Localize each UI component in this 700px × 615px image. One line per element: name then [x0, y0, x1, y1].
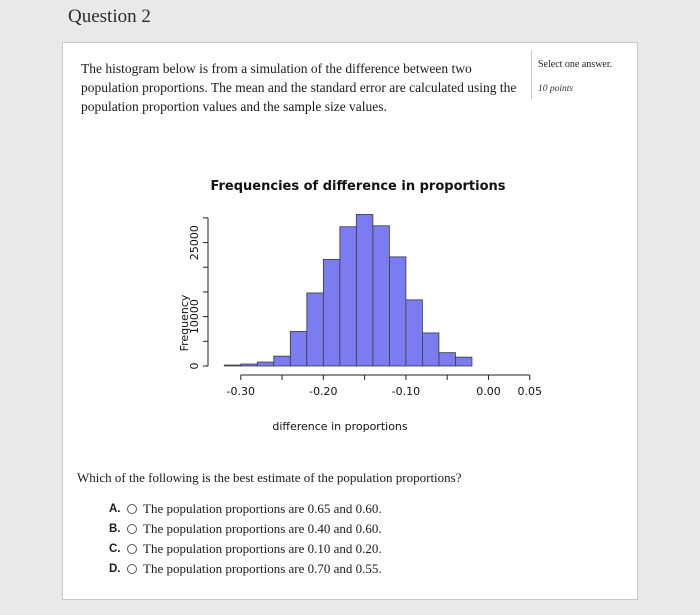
option-letter: A.	[109, 503, 121, 515]
side-divider	[531, 51, 532, 99]
histogram-bar	[257, 362, 274, 366]
option-d[interactable]	[109, 559, 382, 579]
option-text: The population proportions are 0.65 and 0.60.	[143, 501, 382, 516]
y-tick-label: 0	[188, 362, 201, 370]
radio-button[interactable]	[127, 524, 137, 534]
option-text: The population proportions are 0.10 and 0.20.	[143, 541, 382, 556]
x-tick-label: -0.20	[309, 385, 338, 398]
histogram-bar	[389, 257, 406, 366]
histogram-bar	[307, 293, 324, 366]
radio-button[interactable]	[127, 504, 137, 514]
histogram-bar	[290, 331, 307, 366]
radio-button[interactable]	[127, 564, 137, 574]
x-tick-label: 0.00	[476, 385, 501, 398]
option-text: The population proportions are 0.70 and 0.55.	[143, 561, 382, 576]
y-axis-label: Frequency	[178, 294, 191, 352]
points-label: 10 points	[538, 84, 574, 94]
histogram-bar	[406, 300, 423, 366]
question-prompt: The histogram below is from a simulation of the difference between two population proportions. The mean and the standard error are calculated using the population proportion values and the sample size values.	[81, 61, 517, 114]
x-tick-label: -0.10	[391, 385, 421, 398]
x-tick-label: 0.05	[517, 385, 542, 398]
x-axis-label: difference in proportions	[272, 420, 408, 433]
question-ask: Which of the following is the best estimate of the population proportions?	[77, 470, 462, 485]
select-one-label: Select one answer.	[538, 59, 613, 70]
y-tick-label: 25000	[188, 225, 201, 261]
answer-options	[109, 499, 382, 579]
histogram-chart	[168, 163, 548, 473]
histogram-bar	[356, 214, 373, 366]
histogram-bar	[422, 333, 439, 366]
histogram-bar	[241, 364, 258, 366]
histogram-bar	[455, 357, 472, 366]
x-tick-label: -0.30	[226, 385, 256, 398]
answer-info	[538, 59, 633, 94]
radio-button[interactable]	[127, 544, 137, 554]
option-letter: D.	[109, 563, 121, 575]
histogram-bar	[224, 365, 241, 366]
histogram-bar	[373, 226, 390, 366]
option-text: The population proportions are 0.40 and 0.60.	[143, 521, 382, 536]
y-tick-label: 10000	[188, 299, 201, 335]
histogram-bar	[323, 259, 340, 366]
histogram-bar	[274, 356, 291, 366]
option-letter: C.	[109, 543, 121, 555]
question-card	[62, 42, 638, 600]
option-letter: B.	[109, 523, 121, 535]
option-b[interactable]	[109, 519, 382, 539]
question-title: Question 2	[68, 6, 151, 27]
histogram-svg	[168, 163, 548, 468]
histogram-bar	[439, 353, 456, 366]
option-c[interactable]	[109, 539, 382, 559]
histogram-bar	[340, 227, 357, 366]
chart-title: Frequencies of difference in proportions	[210, 179, 506, 194]
option-a[interactable]	[109, 499, 382, 519]
